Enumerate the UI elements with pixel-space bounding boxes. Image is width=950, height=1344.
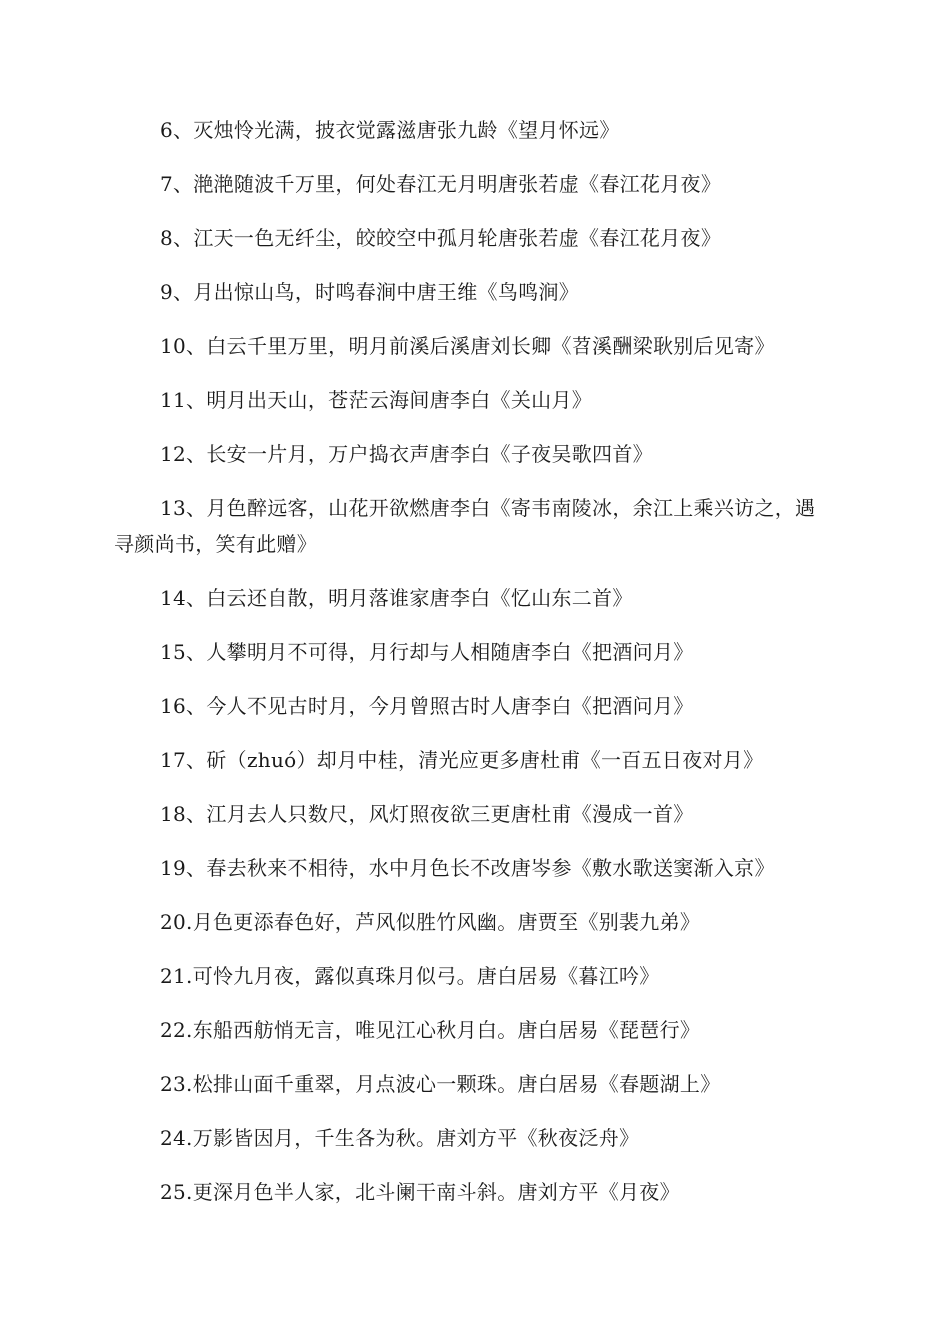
poem-line: 10、白云千里万里，明月前溪后溪唐刘长卿《苕溪酬梁耿别后见寄》 (160, 334, 775, 358)
poem-line: 18、江月去人只数尺，风灯照夜欲三更唐杜甫《漫成一首》 (160, 802, 694, 826)
poem-line: 13、月色醉远客，山花开欲燃唐李白《寄韦南陵冰，余江上乘兴访之，遇寻颜尚书，笑有此赠》 (114, 496, 816, 556)
poem-line: 8、江天一色无纤尘，皎皎空中孤月轮唐张若虚《春江花月夜》 (160, 226, 722, 250)
poem-line: 11、明月出天山，苍茫云海间唐李白《关山月》 (160, 388, 593, 412)
poem-line: 16、今人不见古时月，今月曾照古时人唐李白《把酒问月》 (160, 694, 694, 718)
poem-line: 15、人攀明月不可得，月行却与人相随唐李白《把酒问月》 (160, 640, 694, 664)
poem-line: 6、灭烛怜光满，披衣觉露滋唐张九龄《望月怀远》 (160, 118, 620, 142)
poem-line: 14、白云还自散，明月落谁家唐李白《忆山东二首》 (160, 586, 633, 610)
poem-line: 23.松排山面千重翠，月点波心一颗珠。唐白居易《春题湖上》 (160, 1072, 721, 1096)
poem-line: 21.可怜九月夜，露似真珠月似弓。唐白居易《暮江吟》 (160, 964, 660, 988)
poem-line: 25.更深月色半人家，北斗阑干南斗斜。唐刘方平《月夜》 (160, 1180, 680, 1204)
poem-line: 24.万影皆因月，千生各为秋。唐刘方平《秋夜泛舟》 (160, 1126, 640, 1150)
poem-line: 7、滟滟随波千万里，何处春江无月明唐张若虚《春江花月夜》 (160, 172, 722, 196)
poem-line: 20.月色更添春色好，芦风似胜竹风幽。唐贾至《别裴九弟》 (160, 910, 701, 934)
poem-line: 17、斫（zhuó）却月中桂，清光应更多唐杜甫《一百五日夜对月》 (160, 748, 764, 772)
poem-line-list (114, 112, 834, 1228)
poem-line: 9、月出惊山鸟，时鸣春涧中唐王维《鸟鸣涧》 (160, 280, 580, 304)
poem-line: 12、长安一片月，万户捣衣声唐李白《子夜吴歌四首》 (160, 442, 653, 466)
poem-line: 19、春去秋来不相待，水中月色长不改唐岑参《敷水歌送窦渐入京》 (160, 856, 775, 880)
poem-line: 22.东船西舫悄无言，唯见江心秋月白。唐白居易《琵琶行》 (160, 1018, 701, 1042)
